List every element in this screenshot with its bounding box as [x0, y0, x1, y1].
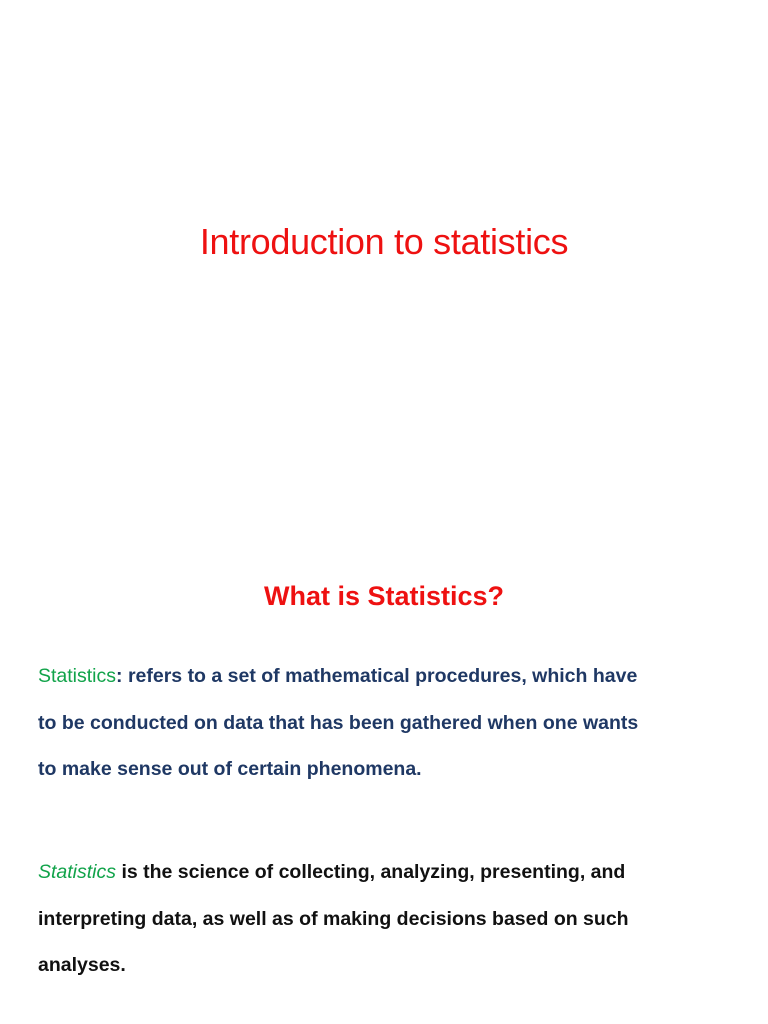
- definition-2-line-1: [38, 849, 748, 896]
- definition-2-text-1: is the science of collecting, analyzing, presenting, and: [116, 861, 626, 883]
- definition-1-line-2: to be conducted on data that has been gathered when one wants: [38, 711, 639, 734]
- definition-2-line-2: interpreting data, as well as of making decisions based on such: [38, 907, 629, 930]
- definition-1-line-1: [38, 653, 748, 700]
- definition-paragraph-2: [38, 849, 748, 989]
- page-title: Introduction to statistics: [199, 221, 569, 262]
- definition-1-line-3: to make sense out of certain phenomena.: [38, 758, 422, 780]
- definition-2-line-3: analyses.: [38, 954, 126, 976]
- definition-1-text-1: : refers to a set of mathematical procedures, which have: [116, 665, 638, 687]
- definition-1-term: Statistics: [38, 665, 117, 687]
- definition-paragraph-1: [38, 653, 748, 793]
- definition-2-term: Statistics: [38, 861, 117, 883]
- section-heading: What is Statistics?: [263, 581, 505, 611]
